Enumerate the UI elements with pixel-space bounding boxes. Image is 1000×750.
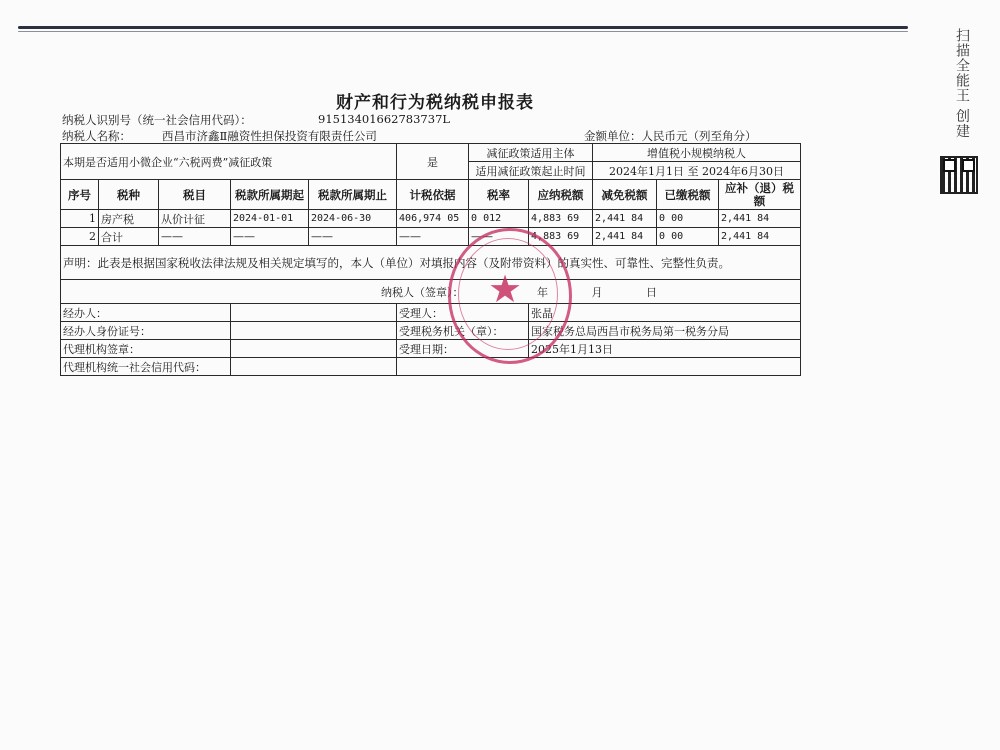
signature-day: 日 <box>646 285 657 299</box>
policy-subject-label: 减征政策适用主体 <box>469 144 593 162</box>
cell-tax-paid: 0 00 <box>657 210 719 228</box>
policy-subject-value: 增值税小规模纳税人 <box>593 144 801 162</box>
cell-tax-rate: 0 012 <box>469 210 529 228</box>
cell-period-end: 2024-06-30 <box>309 210 397 228</box>
cell-tax-payable: 4,883 69 <box>529 228 593 246</box>
cell-tax-relief: 2,441 84 <box>593 210 657 228</box>
policy-period-value: 2024年1月1日 至 2024年6月30日 <box>593 162 801 180</box>
cell-period-start: 2024-01-01 <box>231 210 309 228</box>
scan-top-border <box>18 26 908 29</box>
col-header: 税目 <box>159 180 231 210</box>
signature-month: 月 <box>591 285 603 299</box>
handler-label: 经办人： <box>61 304 231 322</box>
cell-period-start: —— <box>231 228 309 246</box>
tax-declaration-table <box>60 143 801 376</box>
policy-question: 本期是否适用小微企业“六税两费”减征政策 <box>61 144 397 180</box>
blank-cell <box>397 358 801 376</box>
receiver-value: 张晶 <box>529 304 801 322</box>
scanner-watermark: 扫描全能王 创建 <box>954 28 970 139</box>
table-row <box>61 228 801 246</box>
taxpayer-id-label: 纳税人识别号（统一社会信用代码）： <box>62 113 252 127</box>
qr-code-icon <box>940 156 978 194</box>
col-header: 计税依据 <box>397 180 469 210</box>
cell-tax-relief: 2,441 84 <box>593 228 657 246</box>
accept-date-label: 受理日期： <box>397 340 529 358</box>
col-header: 税率 <box>469 180 529 210</box>
handler-value <box>231 304 397 322</box>
col-header: 已缴税额 <box>657 180 719 210</box>
cell-tax-basis: 406,974 05 <box>397 210 469 228</box>
agent-sign-value <box>231 340 397 358</box>
cell-tax-type: 合计 <box>99 228 159 246</box>
agent-code-value <box>231 358 397 376</box>
signature-row <box>61 280 801 304</box>
policy-period-label: 适用减征政策起止时间 <box>469 162 593 180</box>
cell-tax-due: 2,441 84 <box>719 228 801 246</box>
declaration-text: 声明：此表是根据国家税收法律法规及相关规定填写的，本人（单位）对填报内容（及附带资料）的真实性、可靠性、完整性负责。 <box>61 246 801 280</box>
accept-date-value: 2025年1月13日 <box>529 340 801 358</box>
cell-seq: 2 <box>61 228 99 246</box>
cell-tax-payable: 4,883 69 <box>529 210 593 228</box>
col-header: 税种 <box>99 180 159 210</box>
col-header: 减免税额 <box>593 180 657 210</box>
taxpayer-name: 西昌市济鑫Ⅱ融资性担保投资有限责任公司 <box>162 129 377 143</box>
tax-office-value: 国家税务总局西昌市税务局第一税务分局 <box>529 322 801 340</box>
col-header: 应纳税额 <box>529 180 593 210</box>
signature-label: 纳税人（签章）： <box>381 285 464 299</box>
receiver-label: 受理人： <box>397 304 529 322</box>
taxpayer-id: 91513401662783737L <box>318 112 451 126</box>
amount-unit: 金额单位：人民币元（列至角分） <box>584 129 757 143</box>
cell-tax-basis: —— <box>397 228 469 246</box>
cell-tax-item: —— <box>159 228 231 246</box>
form-title: 财产和行为税纳税申报表 <box>336 93 534 113</box>
cell-period-end: —— <box>309 228 397 246</box>
col-header: 序号 <box>61 180 99 210</box>
policy-answer: 是 <box>397 144 469 180</box>
cell-tax-due: 2,441 84 <box>719 210 801 228</box>
seal-star-icon: ★ <box>488 267 523 311</box>
col-header: 税款所属期起 <box>231 180 309 210</box>
tax-office-label: 受理税务机关（章）： <box>397 322 529 340</box>
handler-id-label: 经办人身份证号： <box>61 322 231 340</box>
table-row <box>61 210 801 228</box>
cell-tax-item: 从价计征 <box>159 210 231 228</box>
handler-id-value <box>231 322 397 340</box>
col-header: 税款所属期止 <box>309 180 397 210</box>
col-header: 应补（退）税额 <box>719 180 801 210</box>
agent-code-label: 代理机构统一社会信用代码： <box>61 358 231 376</box>
cell-tax-type: 房产税 <box>99 210 159 228</box>
cell-seq: 1 <box>61 210 99 228</box>
cell-tax-rate: —— <box>469 228 529 246</box>
signature-year: 年 <box>537 285 548 299</box>
scan-top-border-shadow <box>18 31 908 32</box>
agent-sign-label: 代理机构签章： <box>61 340 231 358</box>
taxpayer-name-label: 纳税人名称： <box>62 129 131 143</box>
cell-tax-paid: 0 00 <box>657 228 719 246</box>
